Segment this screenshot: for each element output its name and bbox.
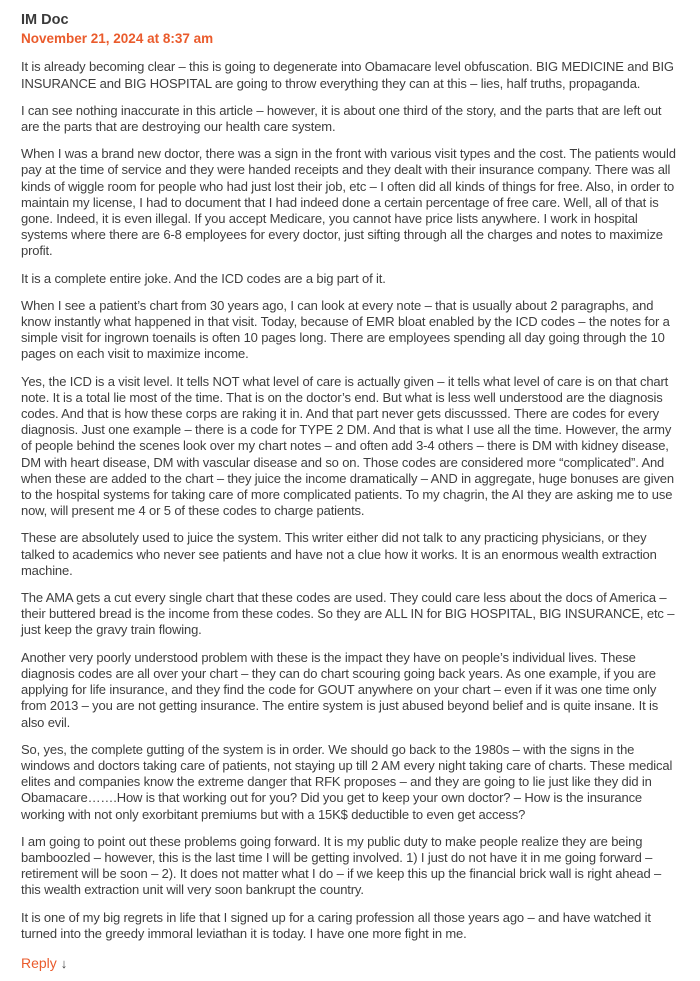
comment-paragraph: So, yes, the complete gutting of the system is in order. We should go back to the 1980s – with the signs in the windows and doctors taking care of patients, not staying up till 2 AM every night taking care of charts. These medical elites and companies know the extreme danger that RFK proposes – and they are going to lie just like they did in Obamacare…….How is that working out for you? Did you get to keep your own doctor? – How is the insurance working with not only exorbitant premiums but with a 15K$ deductible to even get access?: [21, 741, 673, 822]
comment-paragraph: It is already becoming clear – this is going to degenerate into Obamacare level obfuscation. BIG MEDICINE and BIG INSURANCE and BIG HOSPITAL are going to throw everything they can at this – lies, half truths, propaganda.: [21, 59, 674, 91]
comment-date-link[interactable]: November 21, 2024 at 8:37 am: [21, 31, 214, 47]
comment-paragraph: When I see a patient’s chart from 30 years ago, I can look at every note – that is usually about 2 paragraphs, and know instantly what happened in that visit. Today, because of EMR bloat enabled by the ICD codes – the notes for a simple visit for ingrown toenails is often 10 pages long. There are employees spending all day going through the 10 pages on each visit to maximize income.: [21, 297, 670, 362]
comment-paragraph: I am going to point out these problems going forward. It is my public duty to make people realize they are being bamboozled – however, this is the last time I will be getting involved. 1) I just do not have it in me going forward – retirement will be soon – 2). It does not matter what I do – if we keep this up the financial brick wall is right ahead – this wealth extraction unit will very soon bankrupt the country.: [21, 833, 662, 898]
comment-paragraph: Another very poorly understood problem with these is the impact they have on people’s individual lives. These diagnosis codes are all over your chart – they can do chart scouring going back years. As one example, if you are applying for life insurance, and they find the code for GOUT anywhere on your chart – even if it was one time only from 2013 – you are not getting insurance. The entire system is just abused beyond belief and is quite insane. It is also evil.: [21, 649, 659, 730]
comment-paragraph: When I was a brand new doctor, there was a sign in the front with various visit types and the cost. The patients would pay at the time of service and they were handed receipts and they dealt with their insurance company. There was all kinds of wiggle room for people who had just lost their job, etc – I often did all kinds of things for free. Also, in order to maintain my license, I had to document that I had indeed done a certain percentage of free care. Well, all of that is gone. Indeed, it is even illegal. If you accept Medicare, you cannot have price lists anywhere. I work in hospital systems where there are 6-8 employees for every doctor, just sifting through all the charges and notes to maximize profit.: [21, 146, 676, 259]
comment-paragraph: The AMA gets a cut every single chart that these codes are used. They could care less about the docs of America – their buttered bread is the income from these codes. So they are ALL IN for BIG HOSPITAL, BIG INSURANCE, etc – just keep the gravy train flowing.: [21, 590, 675, 638]
comment-paragraph: Yes, the ICD is a visit level. It tells NOT what level of care is actually given – it tells what level of care is on that chart note. It is a total lie most of the time. That is on the doctor’s end. But what is less well understood are the diagnosis codes. And that is how these corps are raking it in. And that part never gets discusssed. There are codes for every diagnosis. Just one example – there is a code for TYPE 2 DM. And that is what I use all the time. However, the army of people behind the scenes look over my chart notes – and often add 3-4 others – there is DM with kidney disease, DM with heart disease, DM with vascular disease and so on. Those codes are considered more “complicated”. And when these are added to the chart – they juice the income dramatically – AND in aggregate, huge bonuses are given to the hospital systems for taking care of more complicated patients. To my chagrin, the AI they are asking me to use now, will present me 4 or 5 of these codes to charge patients.: [21, 373, 674, 519]
comment-paragraph: It is a complete entire joke. And the ICD codes are a big part of it.: [21, 270, 386, 286]
reply-link[interactable]: Reply: [21, 954, 57, 971]
reply-row: [21, 955, 680, 971]
comment-paragraph: It is one of my big regrets in life that I signed up for a caring profession all those years ago – and have watched it turned into the greedy immoral leviathan it is today. I have one more fight in me.: [21, 909, 651, 941]
comment-author: IM Doc: [21, 12, 69, 28]
comment-paragraph: I can see nothing inaccurate in this article – however, it is about one third of the story, and the parts that are left out are the parts that are destroying our health care system.: [21, 102, 662, 134]
down-arrow-icon[interactable]: ↓: [60, 955, 68, 971]
comment-paragraph: These are absolutely used to juice the system. This writer either did not talk to any practicing physicians, or they talked to academics who never see patients and have not a clue how it works. It is an enormous wealth extraction machine.: [21, 530, 657, 578]
comment-body: [21, 59, 680, 942]
